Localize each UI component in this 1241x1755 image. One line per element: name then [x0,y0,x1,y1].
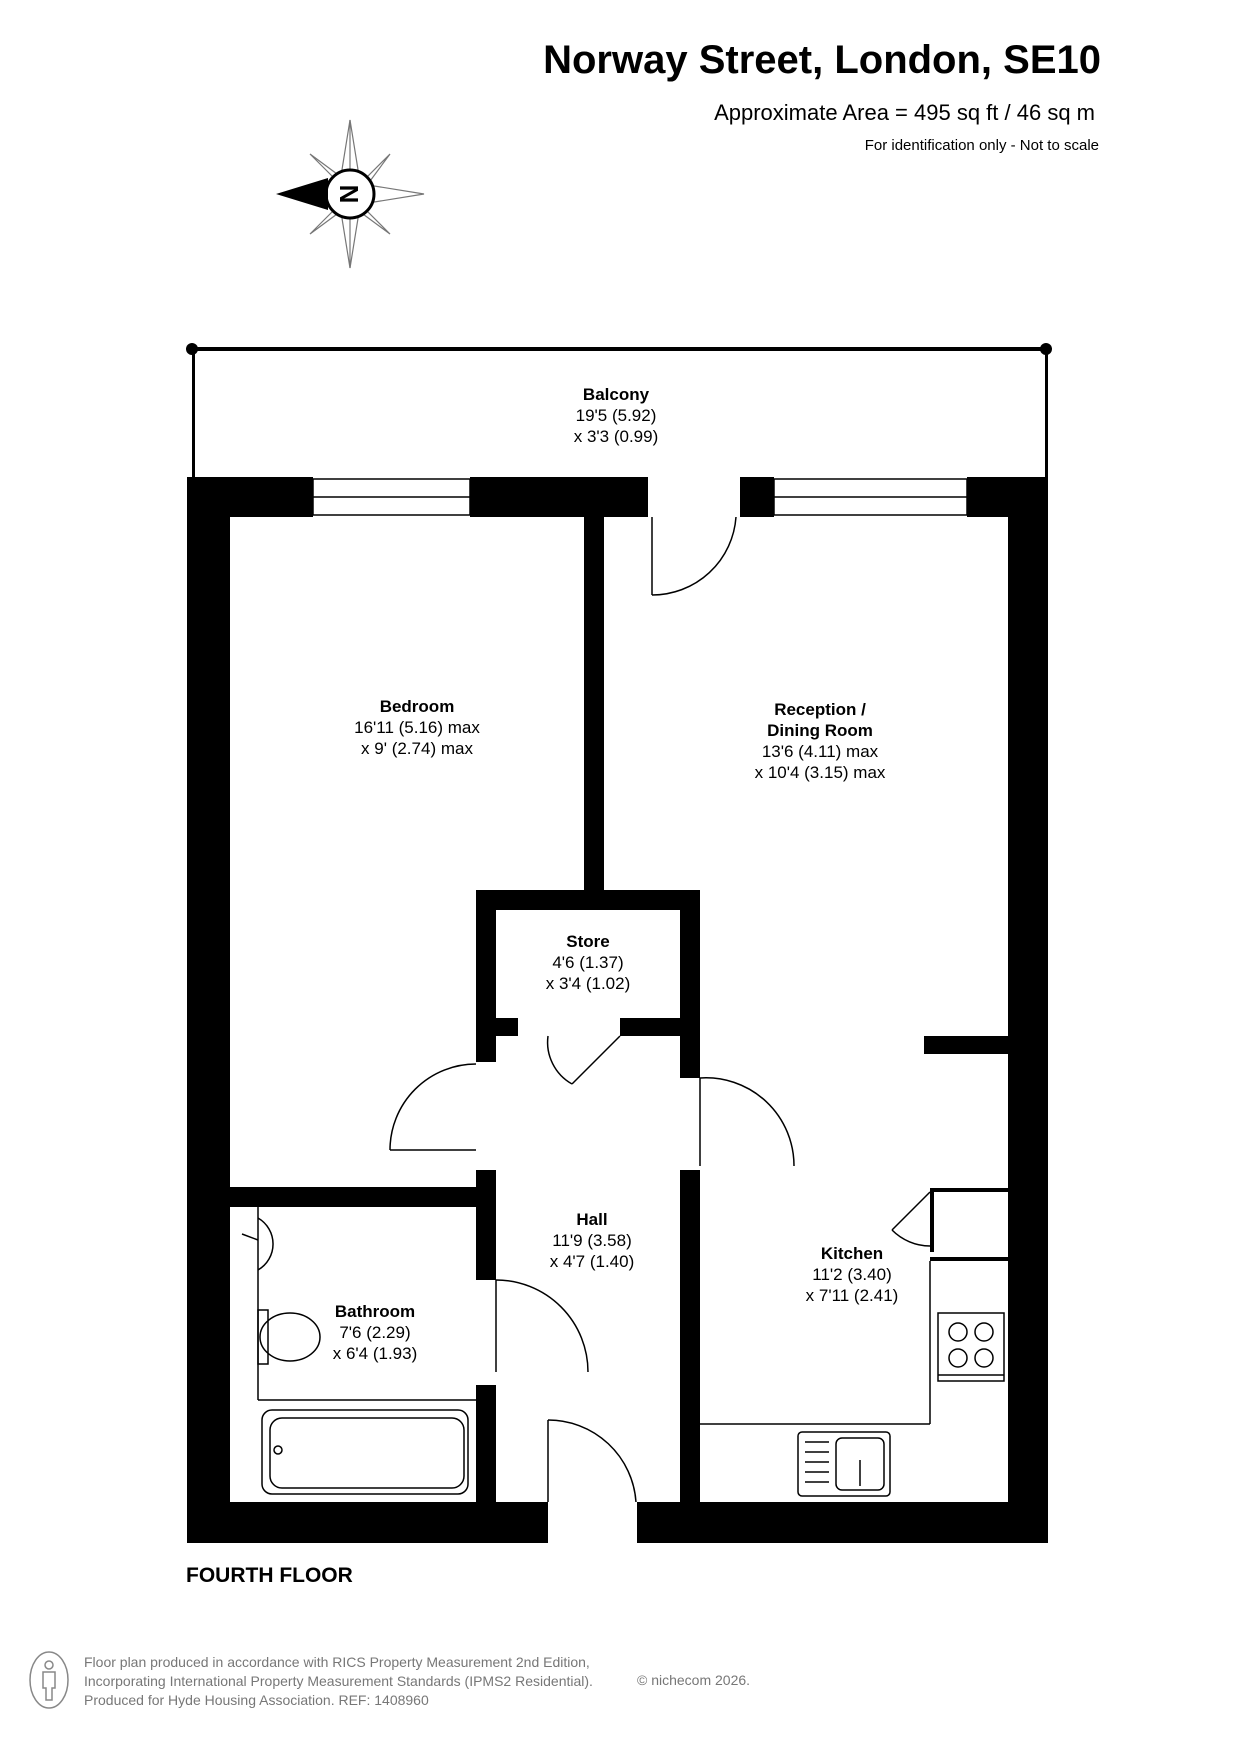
reception-dim1: 13'6 (4.11) max [761,742,879,761]
approximate-area: Approximate Area = 495 sq ft / 46 sq m [714,100,1095,125]
bathroom-name: Bathroom [334,1302,416,1321]
bathroom-dim1: 7'6 (2.29) [339,1323,411,1342]
hall-dim1: 11'9 (3.58) [552,1231,632,1250]
kitchen-dim2: x 7'11 (2.41) [805,1286,899,1305]
bedroom-label [354,697,480,758]
toilet-icon [258,1310,320,1364]
balcony-dim1: 19'5 (5.92) [575,406,657,425]
bedroom-dim1: 16'11 (5.16) max [354,718,480,737]
bedroom-name: Bedroom [379,697,455,716]
walls [187,477,1048,1543]
store-name: Store [566,932,610,951]
kitchen-label [806,1244,899,1305]
scale-note: For identification only - Not to scale [864,137,1099,154]
reception-name-line1: Reception / [774,700,866,719]
store-dim1: 4'6 (1.37) [552,953,624,972]
reception-dim2: x 10'4 (3.15) max [754,763,886,782]
kitchen-name: Kitchen [820,1244,884,1263]
footer-text [84,1653,593,1710]
person-icon [28,1650,70,1710]
bathroom-label [333,1302,418,1363]
store-label [546,932,631,993]
reception-label [755,700,886,782]
store-dim2: x 3'4 (1.02) [545,974,631,993]
compass-north-arrow [276,178,328,210]
footer-line3: Produced for Hyde Housing Association. REF: 1408960 [84,1692,429,1708]
hall-name: Hall [576,1210,608,1229]
floor-label: FOURTH FLOOR [186,1564,353,1587]
reception-name-line2: Dining Room [767,721,873,740]
hob-icon [938,1313,1004,1381]
sink-icon [798,1432,890,1496]
hall-label [550,1210,635,1271]
kitchen-dim1: 11'2 (3.40) [812,1265,892,1284]
compass-letter: N [334,184,364,204]
balcony-name: Balcony [582,385,650,404]
bedroom-dim2: x 9' (2.74) max [361,739,473,758]
bathroom-dim2: x 6'4 (1.93) [332,1344,418,1363]
footer-line1: Floor plan produced in accordance with RICS Property Measurement 2nd Edition, [84,1654,590,1670]
balcony-dim2: x 3'3 (0.99) [573,427,659,446]
property-title: Norway Street, London, SE10 [543,38,1101,82]
copyright-text: © nichecom 2026. [637,1672,751,1688]
door-swings [390,517,930,1502]
bathtub-icon [262,1410,468,1494]
balcony-label [574,385,659,446]
hall-dim2: x 4'7 (1.40) [549,1252,635,1271]
footer-line2: Incorporating International Property Measurement Standards (IPMS2 Residential). [84,1673,593,1689]
